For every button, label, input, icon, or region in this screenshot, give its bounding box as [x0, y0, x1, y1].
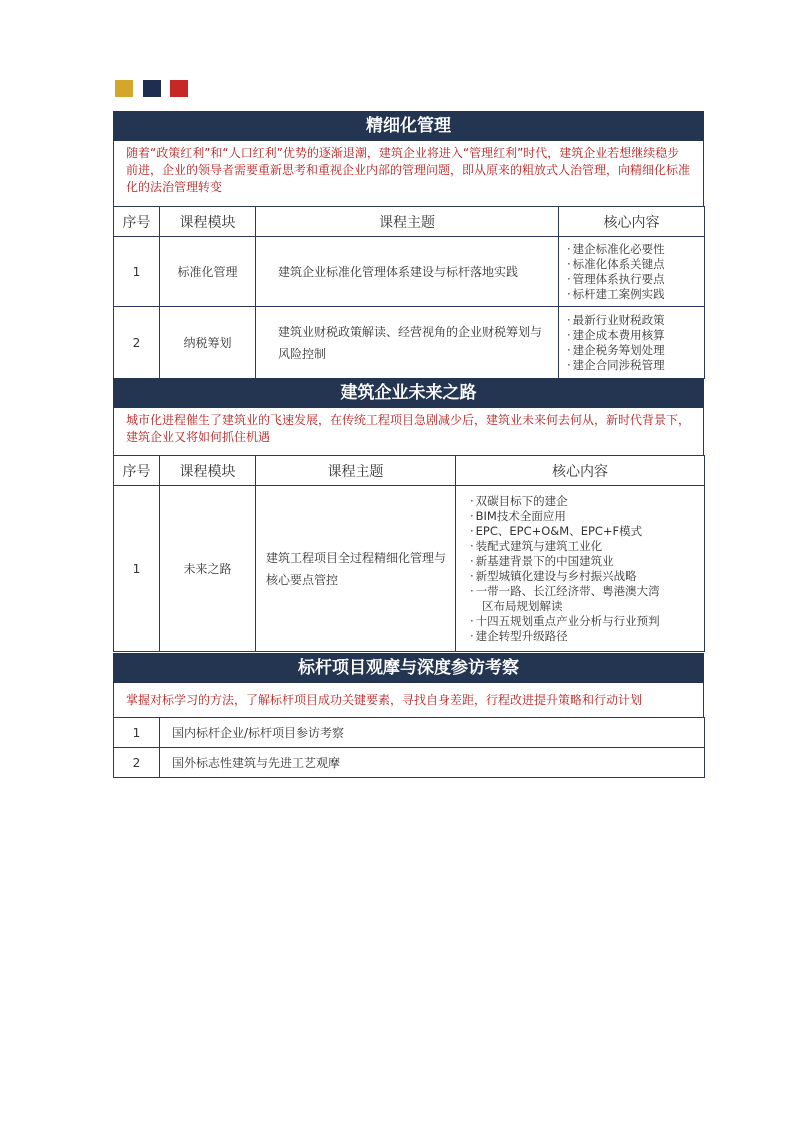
core-item: · 建企标准化必要性 — [567, 242, 696, 257]
core-item: · 标准化体系关键点 — [567, 257, 696, 272]
section-intro: 随着“政策红利”和“人口红利”优势的逐渐退潮，建筑企业将进入“管理红利”时代，建筑企业若想继续稳步前进，企业的领导者需要重新思考和重视企业内部的管理问题，即从原来的粗放式人治管理，向精细化标准化的法治管理转变 — [113, 141, 704, 207]
row-text: 国内标杆企业/标杆项目参访考察 — [160, 718, 705, 748]
section-title-refined-management: 精细化管理 — [113, 111, 704, 141]
core-item: · EPC、EPC+O&M、EPC+F模式 — [470, 524, 696, 539]
row-core — [559, 307, 705, 379]
core-item: · 一带一路、长江经济带、粤港澳大湾 — [470, 584, 696, 599]
row-no: 1 — [114, 486, 160, 652]
header-no: 序号 — [114, 456, 160, 486]
row-topic: 建筑业财税政策解读、经营视角的企业财税筹划与风险控制 — [256, 307, 559, 379]
header-core: 核心内容 — [456, 456, 705, 486]
row-module: 纳税筹划 — [160, 307, 256, 379]
row-no: 1 — [114, 237, 160, 307]
brand-square-navy — [143, 80, 161, 97]
visit-table — [113, 717, 705, 778]
row-text: 国外标志性建筑与先进工艺观摩 — [160, 748, 705, 778]
row-module: 未来之路 — [160, 486, 256, 652]
table-row — [114, 486, 705, 652]
core-item: · 十四五规划重点产业分析与行业预判 — [470, 614, 696, 629]
table-header-row — [114, 207, 705, 237]
header-module: 课程模块 — [160, 207, 256, 237]
section-title-benchmark-visit: 标杆项目观摩与深度参访考察 — [113, 653, 704, 683]
core-item: · 建企税务筹划处理 — [567, 343, 696, 358]
row-topic: 建筑工程项目全过程精细化管理与核心要点管控 — [256, 486, 456, 652]
header-topic: 课程主题 — [256, 207, 559, 237]
table-row — [114, 748, 705, 778]
core-item: · 标杆建工案例实践 — [567, 287, 696, 302]
core-item: · BIM技术全面应用 — [470, 509, 696, 524]
core-item: · 新基建背景下的中国建筑业 — [470, 554, 696, 569]
row-no: 2 — [114, 307, 160, 379]
core-item: · 新型城镇化建设与乡村振兴战略 — [470, 569, 696, 584]
row-module: 标准化管理 — [160, 237, 256, 307]
core-item: · 装配式建筑与建筑工业化 — [470, 539, 696, 554]
brand-square-yellow — [115, 80, 133, 97]
table-row — [114, 307, 705, 379]
row-core — [559, 237, 705, 307]
course-table-2 — [113, 455, 705, 652]
course-table-1 — [113, 206, 705, 379]
brand-square-red — [170, 80, 188, 97]
row-no: 1 — [114, 718, 160, 748]
header-no: 序号 — [114, 207, 160, 237]
core-item: · 最新行业财税政策 — [567, 313, 696, 328]
table-row — [114, 718, 705, 748]
core-item: · 管理体系执行要点 — [567, 272, 696, 287]
core-item: · 建企成本费用核算 — [567, 328, 696, 343]
core-item: · 双碳目标下的建企 — [470, 494, 696, 509]
row-core — [456, 486, 705, 652]
core-item: 区布局规划解读 — [482, 598, 563, 613]
row-no: 2 — [114, 748, 160, 778]
table-row — [114, 237, 705, 307]
section-title-future-road: 建筑企业未来之路 — [113, 378, 704, 408]
header-core: 核心内容 — [559, 207, 705, 237]
core-item: · 建企合同涉税管理 — [567, 358, 696, 373]
table-header-row — [114, 456, 705, 486]
core-item: · 建企转型升级路径 — [470, 629, 696, 644]
header-topic: 课程主题 — [256, 456, 456, 486]
section-intro: 掌握对标学习的方法，了解标杆项目成功关键要素，寻找自身差距，行程改进提升策略和行动计划 — [113, 683, 704, 717]
row-topic: 建筑企业标准化管理体系建设与标杆落地实践 — [256, 237, 559, 307]
section-intro: 城市化进程催生了建筑业的飞速发展，在传统工程项目急剧减少后，建筑业未来何去何从，新时代背景下，建筑企业又将如何抓住机遇 — [113, 408, 704, 456]
header-module: 课程模块 — [160, 456, 256, 486]
